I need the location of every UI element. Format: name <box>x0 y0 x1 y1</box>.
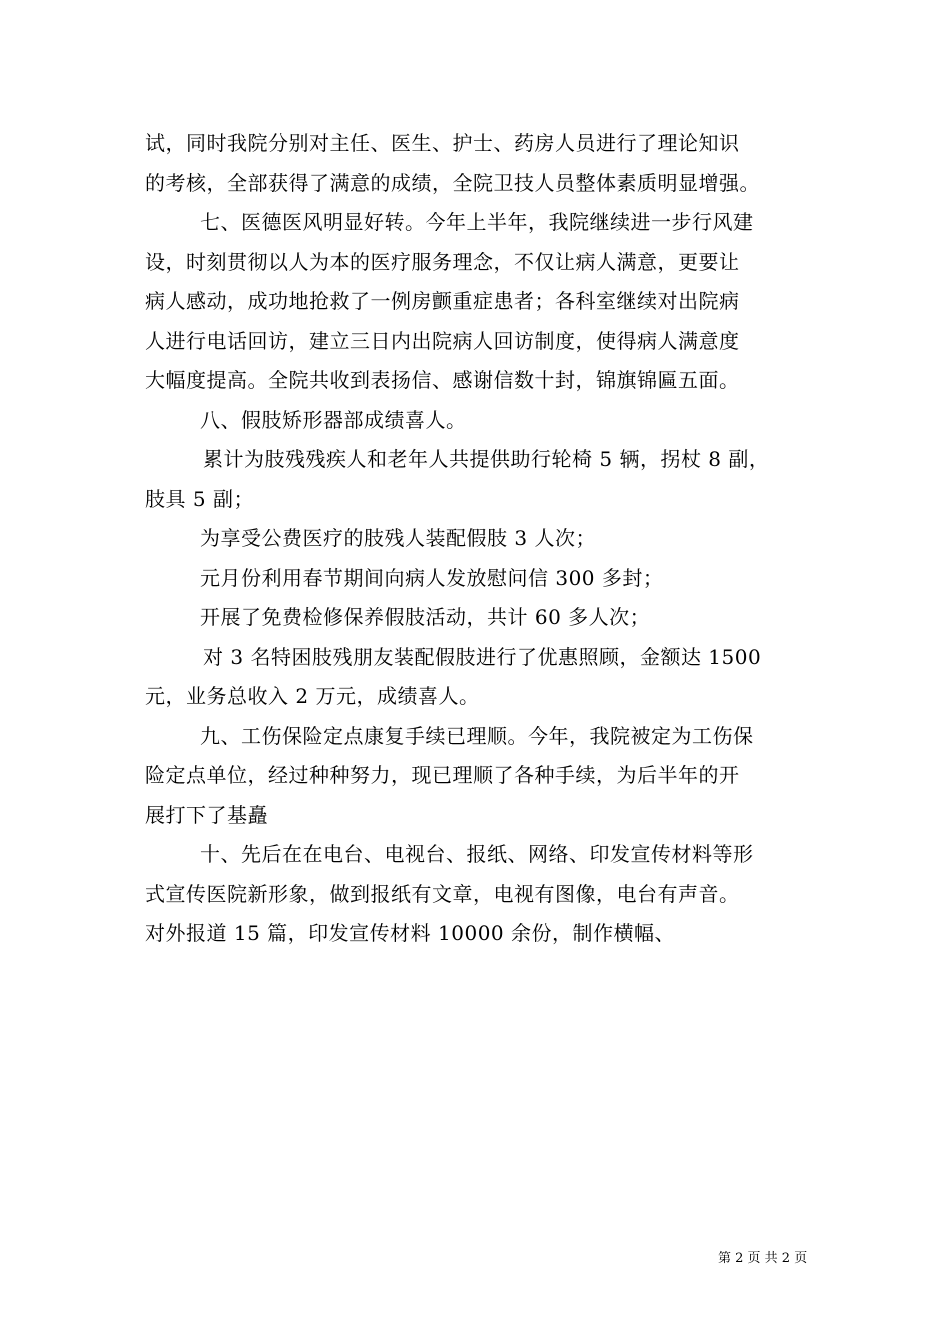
section-heading-7: 七、医德医风明显好转。今年上半年，我院继续进一步行风建 <box>200 210 754 234</box>
text-line: 展打下了基矗 <box>145 802 268 827</box>
text-line: 对外报道 15 篇，印发宣传材料 10000 余份，制作横幅、 <box>145 921 676 945</box>
text-line: 为享受公费医疗的肢残人装配假肢 3 人次； <box>200 526 596 550</box>
section-heading-10: 十、先后在在电台、电视台、报纸、网络、印发宣传材料等形 <box>200 842 754 866</box>
text-line: 的考核，全部获得了满意的成绩，全院卫技人员整体素质明显增强。 <box>145 170 760 195</box>
text-line: 式宣传医院新形象，做到报纸有文章，电视有图像，电台有声音。 <box>145 881 740 906</box>
text-line: 试，同时我院分别对主任、医生、护士、药房人员进行了理论知识 <box>145 131 740 155</box>
text-line: 对 3 名特困肢残朋友装配假肢进行了优惠照顾，金额达 1500 <box>203 644 762 669</box>
text-line: 元月份利用春节期间向病人发放慰问信 300 多封； <box>200 565 664 590</box>
text-line: 大幅度提高。全院共收到表扬信、感谢信数十封，锦旗锦匾五面。 <box>145 368 740 392</box>
text-line: 人进行电话回访，建立三日内出院病人回访制度，使得病人满意度 <box>145 328 740 353</box>
page-number-footer: 第 2 页 共 2 页 <box>718 1251 808 1266</box>
section-heading-8: 八、假肢矫形器部成绩喜人。 <box>200 407 467 432</box>
text-line: 肢具 5 副； <box>145 486 254 511</box>
text-line: 病人感动，成功地抢救了一例房颤重症患者；各科室继续对出院病 <box>145 289 740 313</box>
text-line: 元，业务总收入 2 万元，成绩喜人。 <box>145 684 480 708</box>
text-line: 设，时刻贯彻以人为本的医疗服务理念，不仅让病人满意，更要让 <box>145 249 740 274</box>
text-line: 险定点单位，经过种种努力，现已理顺了各种手续，为后半年的开 <box>145 763 740 787</box>
text-line: 累计为肢残残疾人和老年人共提供助行轮椅 5 辆，拐杖 8 副， <box>203 447 770 471</box>
section-heading-9: 九、工伤保险定点康复手续已理顺。今年，我院被定为工伤保 <box>200 723 754 748</box>
text-line: 开展了免费检修保养假肢活动，共计 60 多人次； <box>200 605 651 629</box>
document-body <box>145 124 815 954</box>
